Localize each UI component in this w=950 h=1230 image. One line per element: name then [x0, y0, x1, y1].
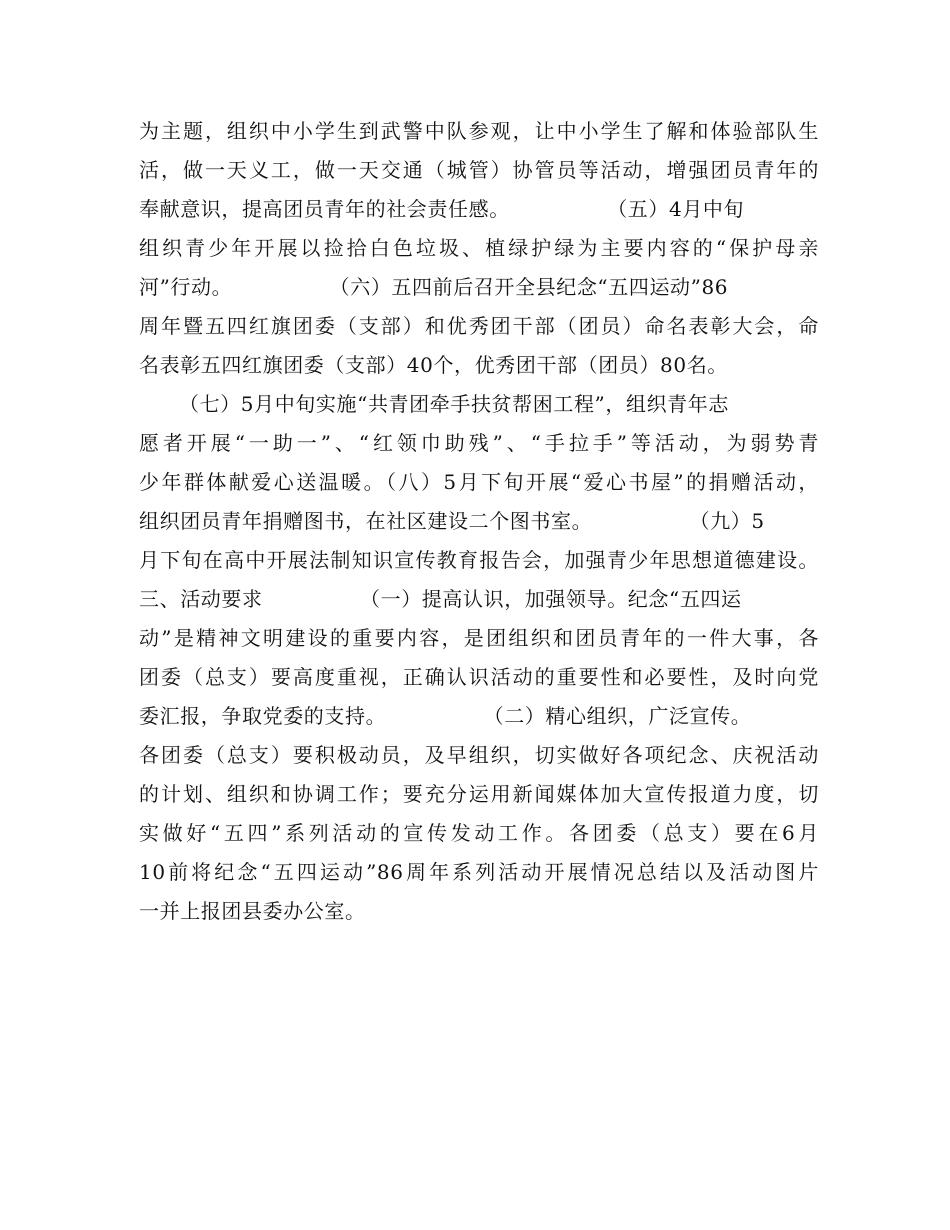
text-line: 团委（总支）要高度重视，正确认识活动的重要性和必要性，及时向党: [139, 665, 819, 689]
text-line: 动”是精神文明建设的重要内容，是团组织和团员青年的一件大事，各: [139, 626, 819, 650]
text-line: 的计划、组织和协调工作；要充分运用新闻媒体加大宣传报道力度，切: [139, 782, 819, 806]
text-line: 三、活动要求 （一）提高认识，加强领导。纪念“五四运: [139, 587, 742, 611]
text-line: 愿者开展“一助一”、“红领巾助残”、“手拉手”等活动，为弱势青: [139, 431, 819, 455]
text-line: 周年暨五四红旗团委（支部）和优秀团干部（团员）命名表彰大会，命: [139, 314, 819, 338]
text-line: 组织团员青年捐赠图书，在社区建设二个图书室。 （九）5: [139, 509, 765, 533]
text-line: 为主题，组织中小学生到武警中队参观，让中小学生了解和体验部队生: [139, 119, 819, 143]
text-line: 10前将纪念“五四运动”86周年系列活动开展情况总结以及活动图片: [139, 860, 819, 884]
text-line: 一并上报团县委办公室。: [139, 899, 366, 923]
text-line: 委汇报，争取党委的支持。 （二）精心组织，广泛宣传。: [139, 704, 752, 728]
text-line: 组织青少年开展以捡拾白色垃圾、植绿护绿为主要内容的“保护母亲: [139, 236, 819, 260]
text-line: 河”行动。 （六）五四前后召开全县纪念“五四运动”86: [139, 275, 729, 299]
text-line: 奉献意识，提高团员青年的社会责任感。 （五）4月中旬: [139, 197, 745, 221]
text-line: 各团委（总支）要积极动员，及早组织，切实做好各项纪念、庆祝活动: [139, 743, 819, 767]
text-line: 活，做一天义工，做一天交通（城管）协管员等活动，增强团员青年的: [139, 158, 819, 182]
text-line: 实做好“五四”系列活动的宣传发动工作。各团委（总支）要在6月: [139, 821, 819, 845]
text-line: 名表彰五四红旗团委（支部）40个，优秀团干部（团员）80名。: [139, 353, 728, 377]
text-line: 月下旬在高中开展法制知识宣传教育报告会，加强青少年思想道德建设。: [139, 548, 819, 572]
text-line: 少年群体献爱心送温暖。（八）5月下旬开展“爱心书屋”的捐赠活动，: [139, 470, 819, 494]
text-line: （七）5月中旬实施“共青团牵手扶贫帮困工程”，组织青年志: [179, 392, 729, 416]
document-body: [139, 112, 819, 931]
